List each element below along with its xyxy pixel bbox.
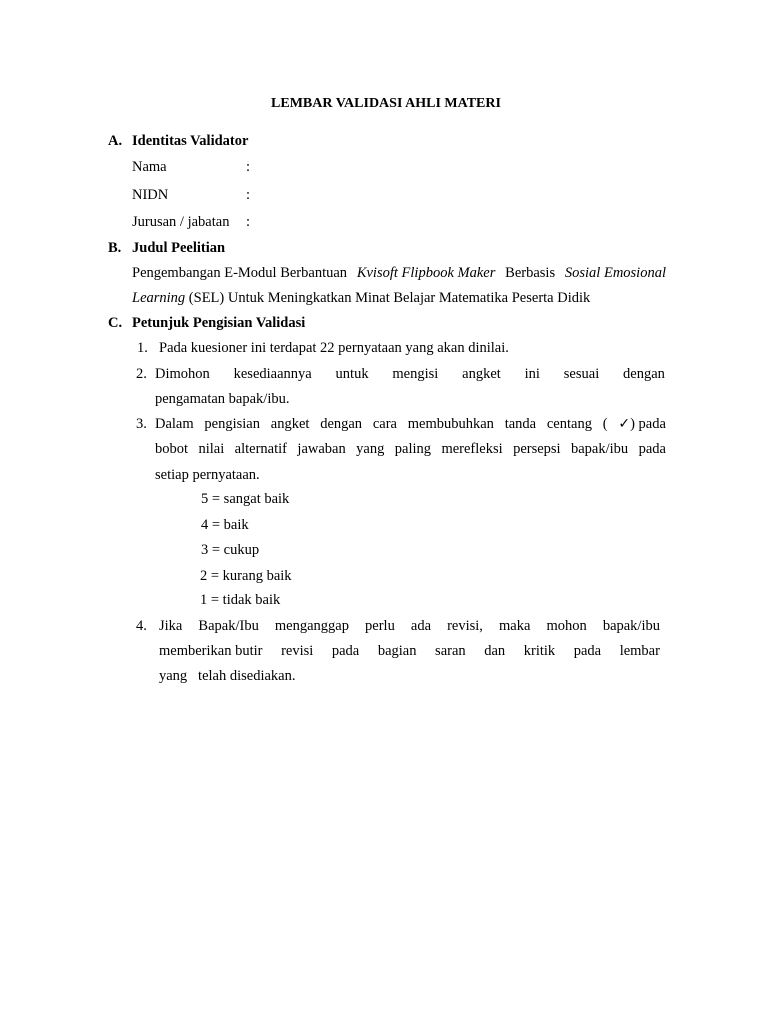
word: maka: [499, 618, 531, 634]
word: cara: [372, 416, 397, 432]
word: bagian: [377, 643, 417, 659]
word: kesediaannya: [233, 366, 312, 382]
word: mengisi: [392, 366, 439, 382]
research-title-line-2: [132, 289, 590, 307]
research-title-part: Berbasis: [505, 265, 556, 281]
word: nilai: [198, 441, 225, 457]
word: sesuai: [563, 366, 600, 382]
word: bapak/ibu: [571, 441, 629, 457]
checkmark-icon: ✓: [618, 416, 631, 432]
section-c-heading: Petunjuk Pengisian Validasi: [132, 315, 306, 331]
word: Bapak/Ibu: [198, 618, 259, 634]
scale-item: 2 = kurang baik: [200, 568, 292, 584]
word: angket: [270, 416, 310, 432]
list-item-line: [159, 642, 660, 660]
word: Dimohon: [155, 366, 210, 382]
list-item-text: Pada kuesioner ini terdapat 22 pernyataan yang akan dinilai.: [159, 340, 509, 356]
section-c-letter: C.: [108, 315, 123, 331]
list-item-line: [155, 365, 665, 383]
word: pada: [331, 643, 360, 659]
list-item-line: [155, 415, 666, 433]
word: mohon: [546, 618, 587, 634]
field-sep-nidn: :: [246, 187, 251, 203]
list-item-line: pengamatan bapak/ibu.: [155, 391, 290, 407]
word: Jika: [159, 618, 183, 634]
word: pada: [573, 643, 602, 659]
scale-item: 4 = baik: [201, 517, 249, 533]
word: paling: [394, 441, 432, 457]
word: ) pada: [630, 416, 666, 432]
research-title-italic: Learning: [132, 290, 186, 306]
word: alternatif: [234, 441, 287, 457]
list-item-line: [155, 440, 666, 458]
word: revisi: [281, 643, 314, 659]
scale-item: 5 = sangat baik: [201, 491, 290, 507]
word: ada: [410, 618, 432, 634]
word: saran: [435, 643, 466, 659]
word: membubuhkan: [407, 416, 494, 432]
word: untuk: [335, 366, 369, 382]
list-item-line: setiap pernyataan.: [155, 467, 260, 483]
field-label-nama: Nama: [132, 159, 167, 175]
field-label-nidn: NIDN: [132, 187, 169, 203]
word: perlu: [365, 618, 395, 634]
word: dengan: [320, 416, 363, 432]
word: ini: [524, 366, 540, 382]
word: merefleksi: [441, 441, 503, 457]
word: menganggap: [274, 618, 349, 634]
page-title: LEMBAR VALIDASI AHLI MATERI: [271, 96, 501, 111]
section-b-letter: B.: [108, 240, 122, 256]
word: Dalam: [155, 416, 194, 432]
research-title-part: Pengembangan E-Modul Berbantuan: [132, 265, 348, 281]
list-item-line: [159, 617, 660, 635]
field-sep-nama: :: [246, 159, 251, 175]
section-a-heading: Identitas Validator: [132, 133, 249, 149]
research-title-italic: Kvisoft Flipbook Maker: [356, 265, 496, 281]
word: tanda: [504, 416, 537, 432]
list-number: 4.: [136, 618, 147, 634]
field-label-jurusan: Jurusan / jabatan: [132, 214, 230, 230]
list-number: 2.: [136, 366, 147, 382]
list-number: 3.: [136, 416, 147, 432]
section-a-letter: A.: [108, 133, 123, 149]
word: angket: [462, 366, 501, 382]
word: dan: [484, 643, 506, 659]
research-title-part: (SEL) Untuk Meningkatkan Minat Belajar Matematika Peserta Didik: [188, 290, 591, 306]
research-title-line-1: [132, 264, 666, 282]
word: kritik: [523, 643, 556, 659]
word: memberikan butir: [159, 643, 263, 659]
list-number: 1.: [137, 340, 148, 356]
word: dengan: [623, 366, 665, 382]
word: pengisian: [204, 416, 260, 432]
list-item-line: yang telah disediakan.: [159, 668, 296, 684]
word: (: [602, 416, 608, 432]
word: bobot: [155, 441, 189, 457]
word: bapak/ibu: [602, 618, 660, 634]
checkmark-group: [618, 415, 666, 433]
research-title-italic: Sosial Emosional: [564, 265, 666, 281]
word: persepsi: [513, 441, 561, 457]
word: jawaban: [297, 441, 346, 457]
word: pada: [638, 441, 666, 457]
scale-item: 1 = tidak baik: [200, 592, 281, 608]
field-sep-jurusan: :: [246, 214, 251, 230]
word: revisi,: [447, 618, 483, 634]
word: centang: [546, 416, 592, 432]
word: yang: [356, 441, 385, 457]
word: lembar: [619, 643, 660, 659]
section-b-heading: Judul Peelitian: [132, 240, 226, 256]
scale-item: 3 = cukup: [201, 542, 260, 558]
